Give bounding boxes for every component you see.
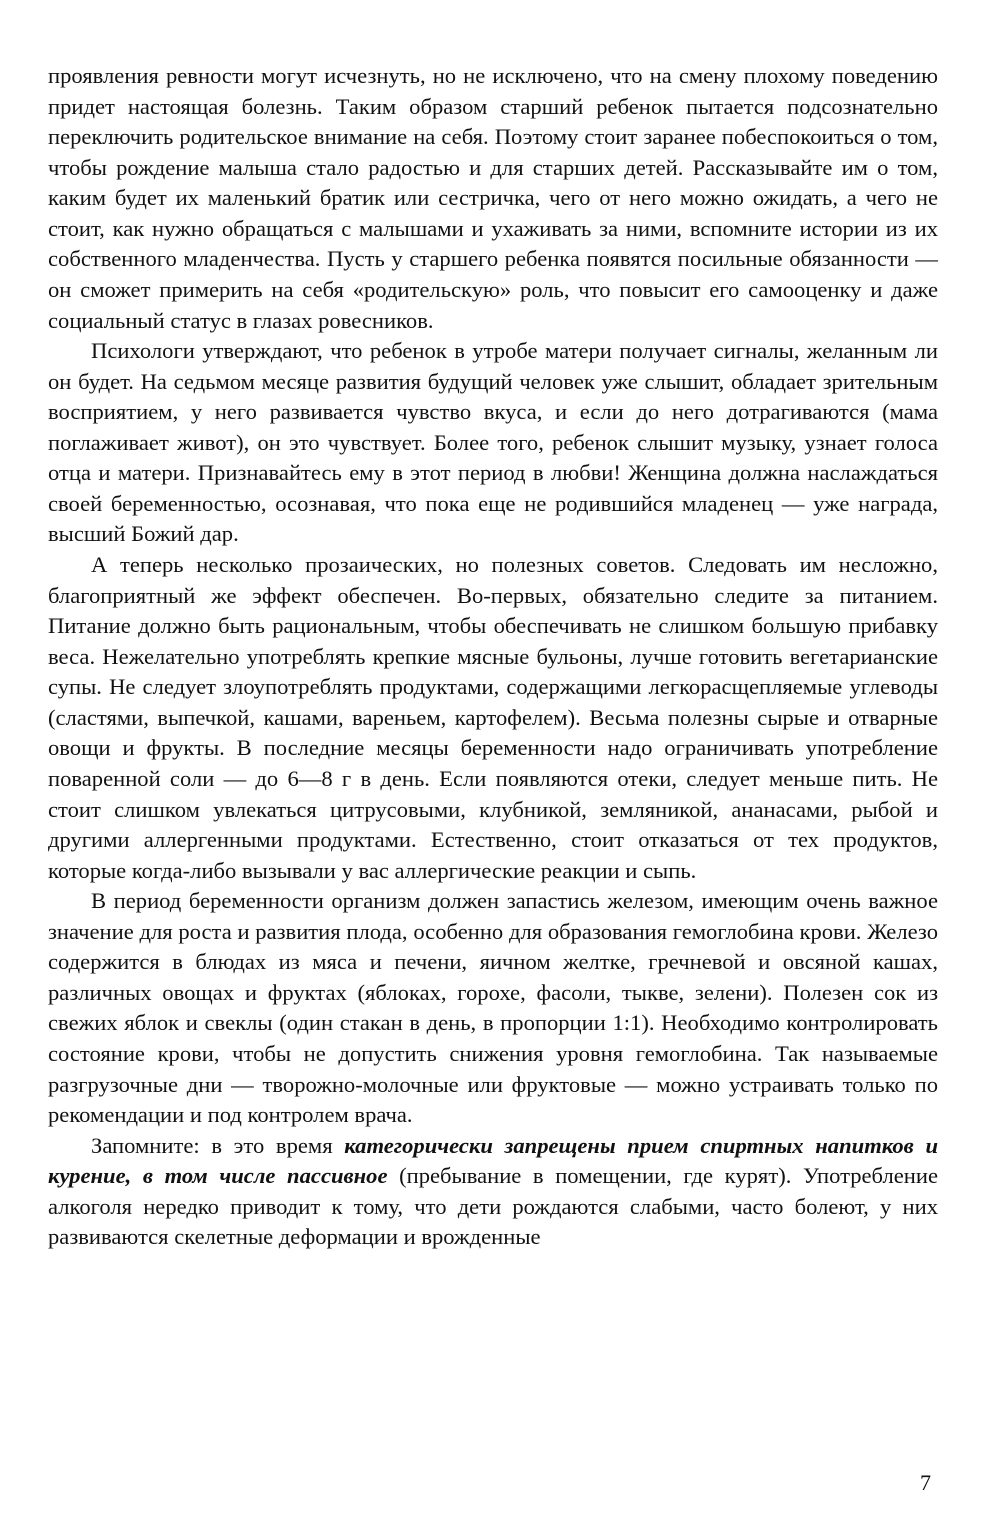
warning-lead-text: Запомните: в это время: [91, 1132, 345, 1158]
paragraph-alcohol-smoking-warning: [48, 1131, 938, 1253]
paragraph-prenatal-perception: Психологи утверждают, что ребенок в утробе матери получает сигналы, желанным ли он будет. На седьмом месяце развития будущий человек уже слышит, обладает зрительным восприятием, у него развивается чувство вкуса, и если до него дотрагиваются (мама поглаживает живот), он это чувствует. Более того, ребенок слышит музыку, узнает голоса отца и матери. Признавайтесь ему в этот период в любви! Женщина должна наслаждаться своей беременностью, осознавая, что пока еще не родившийся младенец — уже награда, высший Божий дар.: [48, 338, 938, 547]
paragraph-iron-intake: В период беременности организм должен запастись железом, имеющим очень важное значение для роста и развития плода, особенно для образования гемоглобина крови. Железо содержится в блюдах из мяса и печени, яичном желтке, гречневой и овсяной кашах, различных овощах и фруктах (яблоках, горохе, фасоли, тыкве, зелени). Полезен сок из свежих яблок и свеклы (один стакан в день, в пропорции 1:1). Необходимо контролировать состояние крови, чтобы не допустить снижения уровня гемоглобина. Так называемые разгрузочные дни — творожно-молочные или фруктовые — можно устраивать только по рекомендации и под контролем врача.: [48, 888, 938, 1128]
warning-tail-text: (пребывание в помещении, где курят). Употребление алкоголя нередко приводит к тому, что дети рождаются слабыми, часто болеют, у них развиваются скелетные деформации и врожденные: [48, 1163, 938, 1250]
warning-emphasis-text: категорически запрещены прием спиртных напитков и курение, в том числе пассивное: [48, 1132, 939, 1189]
page-number: 7: [920, 1470, 931, 1495]
paragraph-nutrition-advice: А теперь несколько прозаических, но полезных советов. Следовать им несложно, благоприятный же эффект обеспечен. Во-первых, обязательно следите за питанием. Питание должно быть рациональным, чтобы обеспечивать не слишком большую прибавку веса. Нежелательно употреблять крепкие мясные бульоны, лучше готовить вегетарианские супы. Не следует злоупотреблять продуктами, содержащими легкорасщепляемые углеводы (сластями, выпечкой, кашами, вареньем, картофелем). Весьма полезны сырые и отварные овощи и фрукты. В последние месяцы беременности надо ограничивать употребление поваренной соли — до 6—8 г в день. Если появляются отеки, следует меньше пить. Не стоит слишком увлекаться цитрусовыми, клубникой, земляникой, ананасами, рыбой и другими аллергенными продуктами. Естественно, стоит отказаться от тех продуктов, которые когда-либо вызывали у вас аллергические реакции и сыпь.: [48, 552, 938, 883]
page-body: [48, 61, 938, 1253]
paragraph-sibling-jealousy: проявления ревности могут исчезнуть, но не исключено, что на смену плохому поведению придет настоящая болезнь. Таким образом старший ребенок пытается подсознательно переключить родительское внимание на себя. Поэтому стоит заранее побеспокоиться о том, чтобы рождение малыша стало радостью и для старших детей. Рассказывайте им о том, каким будет их маленький братик или сестричка, чего от него можно ожидать, а чего не стоит, как нужно обращаться с малышами и ухаживать за ними, вспомните истории из их собственного младенчества. Пусть у старшего ребенка появятся посильные обязанности — он сможет примерить на себя «родительскую» роль, что повысит его самооценку и даже социальный статус в глазах ровесников.: [48, 63, 938, 333]
